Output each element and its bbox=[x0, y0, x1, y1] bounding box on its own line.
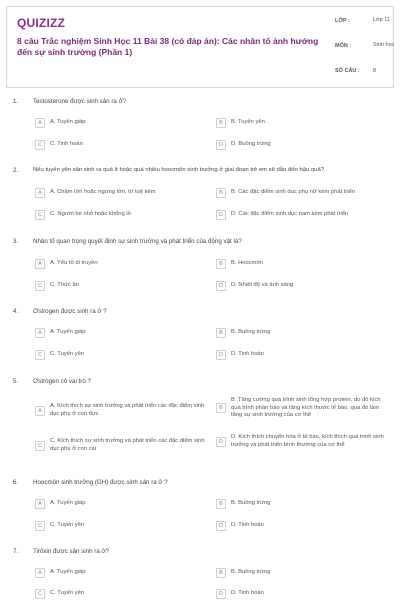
option-text: D. Tinh hoàn bbox=[231, 351, 264, 358]
option-a[interactable] bbox=[35, 118, 210, 128]
option-a[interactable] bbox=[35, 188, 210, 198]
option-d[interactable] bbox=[216, 434, 386, 449]
option-letter-box: A bbox=[35, 188, 45, 198]
option-d[interactable] bbox=[216, 210, 386, 220]
option-c[interactable] bbox=[35, 350, 210, 360]
question-number: 6. bbox=[13, 479, 19, 486]
option-letter-box: C bbox=[35, 350, 45, 360]
quizizz-logo: QUIZIZZ bbox=[17, 16, 66, 30]
option-text: A. Kích thích sự sinh trưởng và phát triển các đặc điểm sinh dục phụ ở con đực bbox=[50, 403, 205, 417]
option-d[interactable] bbox=[216, 350, 386, 360]
question-text: Nhân tố quan trọng quyết định sự sinh trưởng và phát triển của động vật là? bbox=[33, 238, 242, 245]
option-text: D. Tinh hoàn bbox=[231, 522, 264, 529]
option-a[interactable] bbox=[35, 568, 210, 578]
option-text: B. Tuyến yên bbox=[231, 119, 265, 126]
option-b[interactable] bbox=[216, 397, 386, 420]
question-text: Hoocmôn sinh trưởng (GH) được sinh sản ra ở ? bbox=[33, 479, 168, 486]
option-c[interactable] bbox=[35, 438, 210, 453]
option-a[interactable] bbox=[35, 403, 210, 418]
option-letter-box: A bbox=[35, 259, 45, 269]
option-d[interactable] bbox=[216, 521, 386, 531]
option-a[interactable] bbox=[35, 259, 210, 269]
option-text: A. Tuyến giáp bbox=[50, 569, 86, 576]
question-number: 2. bbox=[13, 167, 19, 174]
question-text: Testosterone được sinh sản ra ở? bbox=[33, 98, 127, 105]
option-letter-box: A bbox=[35, 499, 45, 509]
option-letter-box: B bbox=[216, 568, 226, 578]
grade-label: LỚP : bbox=[335, 18, 350, 24]
option-text: B. Các đặc điểm sinh dục phụ nữ kém phát triển bbox=[231, 189, 356, 196]
option-letter-box: C bbox=[35, 441, 45, 451]
option-text: D. Nhiệt độ và ánh sáng bbox=[231, 282, 294, 289]
worksheet-title: 8 câu Trắc nghiệm Sinh Học 11 Bài 38 (có đáp án): Các nhân tố ảnh hưởng đến sự sinh trưởng (Phần 1) bbox=[17, 36, 319, 57]
option-text: A. Tuyến giáp bbox=[50, 119, 86, 126]
option-letter-box: B bbox=[216, 499, 226, 509]
option-c[interactable] bbox=[35, 521, 210, 531]
option-text: B. Tăng cường quá trình sinh tổng hợp protein, do đó kích quá trình phân bào và tăng kích thước tế bào, qua đó làm tăng sự sinh trưởng của cơ thể bbox=[231, 397, 381, 418]
option-text: B. Hoocmôn bbox=[231, 260, 263, 267]
option-text: C. Tuyến yên bbox=[50, 351, 85, 358]
option-letter-box: D bbox=[216, 210, 226, 220]
question-number: 3. bbox=[13, 238, 19, 245]
option-text: A. Tuyến giáp bbox=[50, 500, 86, 507]
option-text: B. Buồng trứng bbox=[231, 329, 271, 336]
question-number: 1. bbox=[13, 98, 19, 105]
subject-label: MÔN : bbox=[335, 43, 352, 49]
option-b[interactable] bbox=[216, 499, 386, 509]
option-letter-box: C bbox=[35, 589, 45, 599]
option-c[interactable] bbox=[35, 210, 210, 220]
option-c[interactable] bbox=[35, 140, 210, 150]
option-b[interactable] bbox=[216, 568, 386, 578]
option-letter-box: A bbox=[35, 118, 45, 128]
question-text: Tirôxin được sản sinh ra ở? bbox=[33, 548, 109, 555]
option-letter-box: C bbox=[35, 210, 45, 220]
option-text: C. Tuyến yên bbox=[50, 590, 85, 597]
question-number: 4. bbox=[13, 308, 19, 315]
option-letter-box: D bbox=[216, 521, 226, 531]
question-number: 7. bbox=[13, 548, 19, 555]
question-number: 5. bbox=[13, 378, 19, 385]
option-b[interactable] bbox=[216, 259, 386, 269]
option-text: B. Buồng trứng bbox=[231, 500, 271, 507]
option-letter-box: D bbox=[216, 437, 226, 447]
option-letter-box: C bbox=[35, 140, 45, 150]
option-letter-box: C bbox=[35, 281, 45, 291]
question-count-value: 8 bbox=[373, 68, 377, 74]
option-text: A. Yếu tố di truyền bbox=[50, 260, 98, 267]
option-letter-box: B bbox=[216, 188, 226, 198]
option-text: C. Thức ăn bbox=[50, 282, 79, 289]
question-count-label: SỐ CÂU : bbox=[335, 68, 360, 74]
option-c[interactable] bbox=[35, 589, 210, 599]
option-d[interactable] bbox=[216, 281, 386, 291]
option-text: A. Chậm lớn hoặc ngừng lớn, trí tuệ kém bbox=[50, 189, 156, 196]
option-text: D. Kích thích chuyển hóa ở tế bào, kích thích quá trình sinh trưởng và phát triển bình thường của cơ thể bbox=[231, 434, 384, 448]
subject-value: Sinh học bbox=[373, 42, 395, 48]
option-d[interactable] bbox=[216, 589, 386, 599]
option-c[interactable] bbox=[35, 281, 210, 291]
option-a[interactable] bbox=[35, 328, 210, 338]
option-text: D. Tinh hoàn bbox=[231, 590, 264, 597]
option-text: B. Buồng trứng bbox=[231, 569, 271, 576]
option-letter-box: A bbox=[35, 568, 45, 578]
option-text: A. Tuyến giáp bbox=[50, 329, 86, 336]
option-letter-box: B bbox=[216, 328, 226, 338]
option-b[interactable] bbox=[216, 188, 386, 198]
option-b[interactable] bbox=[216, 118, 386, 128]
option-letter-box: D bbox=[216, 350, 226, 360]
question-text: Nếu tuyến yên sản sinh ra quá ít hoặc quá nhiều hoocmôn sinh trưởng ở giai đoạn trẻ em sẽ dẫn đến hậu quả? bbox=[33, 167, 325, 173]
option-text: D. Các đặc điểm sinh dục nam kém phát triển bbox=[231, 211, 349, 218]
option-letter-box: A bbox=[35, 328, 45, 338]
option-letter-box: B bbox=[216, 259, 226, 269]
option-b[interactable] bbox=[216, 328, 386, 338]
option-letter-box: D bbox=[216, 281, 226, 291]
question-text: Ơstrogen được sinh ra ở ? bbox=[33, 308, 107, 315]
option-letter-box: C bbox=[35, 521, 45, 531]
option-letter-box: A bbox=[35, 406, 45, 416]
option-text: C. Người bé nhỏ hoặc khổng lồ bbox=[50, 211, 131, 218]
worksheet-header bbox=[6, 6, 394, 88]
option-letter-box: B bbox=[216, 403, 226, 413]
option-text: C. Kích thích sự sinh trưởng và phát triển các đặc điểm sinh dục phụ ở con cái bbox=[50, 438, 205, 452]
option-a[interactable] bbox=[35, 499, 210, 509]
option-d[interactable] bbox=[216, 140, 386, 150]
option-letter-box: D bbox=[216, 589, 226, 599]
option-letter-box: B bbox=[216, 118, 226, 128]
option-text: D. Buồng trứng bbox=[231, 141, 271, 148]
option-text: C. Tuyến yên bbox=[50, 522, 85, 529]
grade-value: Lớp 11 bbox=[373, 17, 390, 23]
option-letter-box: D bbox=[216, 140, 226, 150]
option-text: C. Tinh hoàn bbox=[50, 141, 83, 148]
question-text: Ơstrogen có vai trò ? bbox=[33, 378, 91, 385]
